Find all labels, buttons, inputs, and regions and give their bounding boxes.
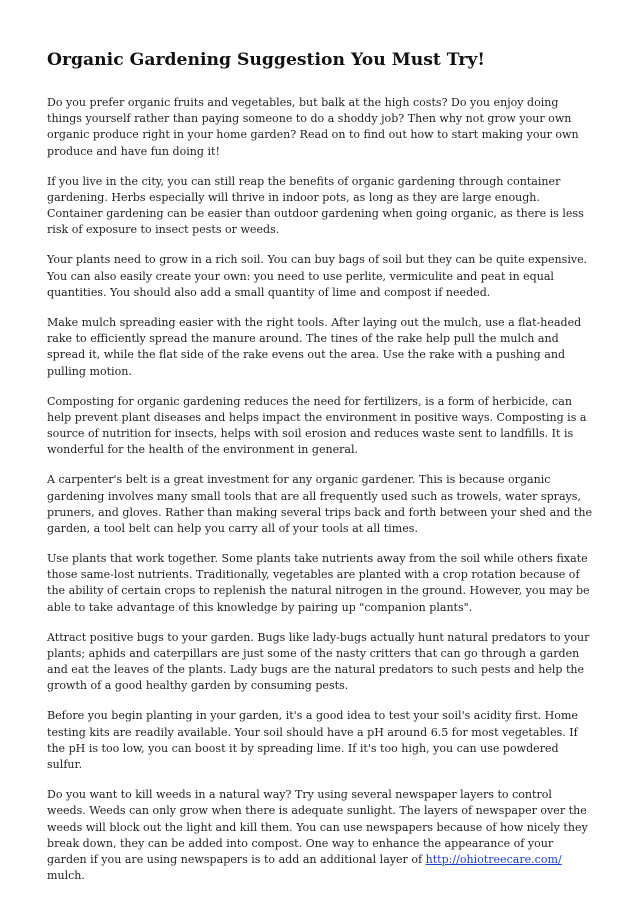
paragraph-newspaper-text: Do you want to kill weeds in a natural way? Try using several newspaper layers to control weeds. Weeds can only grow when there is adequate sunlight. The layers of newspaper over the weeds will block out the light and kill them. You can use newspapers because of how nicely they break down, they can be added into compost. One way to enhance the appearance of your garden if you are using newspapers is to add an additional layer of <box>47 788 588 866</box>
paragraph-container-gardening: If you live in the city, you can still reap the benefits of organic gardening through container gardening. Herbs especially will thrive in indoor pots, as long as they are large enough. Container gardening can be easier than outdoor gardening when going organic, as there is less risk of exposure to insect pests or weeds. <box>47 174 584 237</box>
paragraph-newspaper-tail: mulch. <box>47 869 85 883</box>
document-page <box>47 48 593 898</box>
paragraph-soil-acidity: Before you begin planting in your garden, it's a good idea to test your soil's acidity first. Home testing kits are readily available. Your soil should have a pH around 6.5 for most vegetables. If the pH is too low, you can boost it by spreading lime. If it's too high, you can use powdered sulfur. <box>47 709 578 772</box>
document-title: Organic Gardening Suggestion You Must Try! <box>47 50 485 70</box>
paragraph-newspaper-weeds <box>47 787 593 884</box>
paragraph-composting: Composting for organic gardening reduces the need for fertilizers, is a form of herbicide, can help prevent plant diseases and helps impact the environment in positive ways. Composting is a source of nutrition for insects, helps with soil erosion and reduces waste sent to landfills. It is wonderful for the health of the environment in general. <box>47 394 587 457</box>
ohiotreecare-link[interactable]: http://ohiotreecare.com/ <box>425 852 562 866</box>
paragraph-companion-plants: Use plants that work together. Some plants take nutrients away from the soil while others fixate those same-lost nutrients. Traditionally, vegetables are planted with a crop rotation because of the ability of certain crops to replenish the natural nitrogen in the ground. However, you may be able to take advantage of this knowledge by pairing up "companion plants". <box>47 552 590 614</box>
paragraph-mulch-tools: Make mulch spreading easier with the right tools. After laying out the mulch, use a flat-headed rake to efficiently spread the manure around. The tines of the rake help pull the mulch and spread it, while the flat side of the rake evens out the area. Use the rake with a pushing and pulling motion. <box>47 315 582 378</box>
paragraph-intro: Do you prefer organic fruits and vegetables, but balk at the high costs? Do you enjoy doing things yourself rather than paying someone to do a shoddy job? Then why not grow your own organic produce right in your home garden? Read on to find out how to start making your own produce and have fun doing it! <box>47 96 579 158</box>
paragraph-positive-bugs: Attract positive bugs to your garden. Bugs like lady-bugs actually hunt natural predators to your plants; aphids and caterpillars are just some of the nasty critters that can go through a garden and eat the leaves of the plants. Lady bugs are the natural predators to such pests and help the growth of a good healthy garden by consuming pests. <box>47 630 590 693</box>
paragraph-carpenters-belt: A carpenter's belt is a great investment for any organic gardener. This is because organic gardening involves many small tools that are all frequently used such as trowels, water sprays, pruners, and gloves. Rather than making several trips back and forth between your shed and the garden, a tool belt can help you carry all of your tools at all times. <box>47 473 592 535</box>
paragraph-rich-soil: Your plants need to grow in a rich soil. You can buy bags of soil but they can be quite expensive. You can also easily create your own: you need to use perlite, vermiculite and peat in equal quantities. You should also add a small quantity of lime and compost if needed. <box>47 253 588 299</box>
